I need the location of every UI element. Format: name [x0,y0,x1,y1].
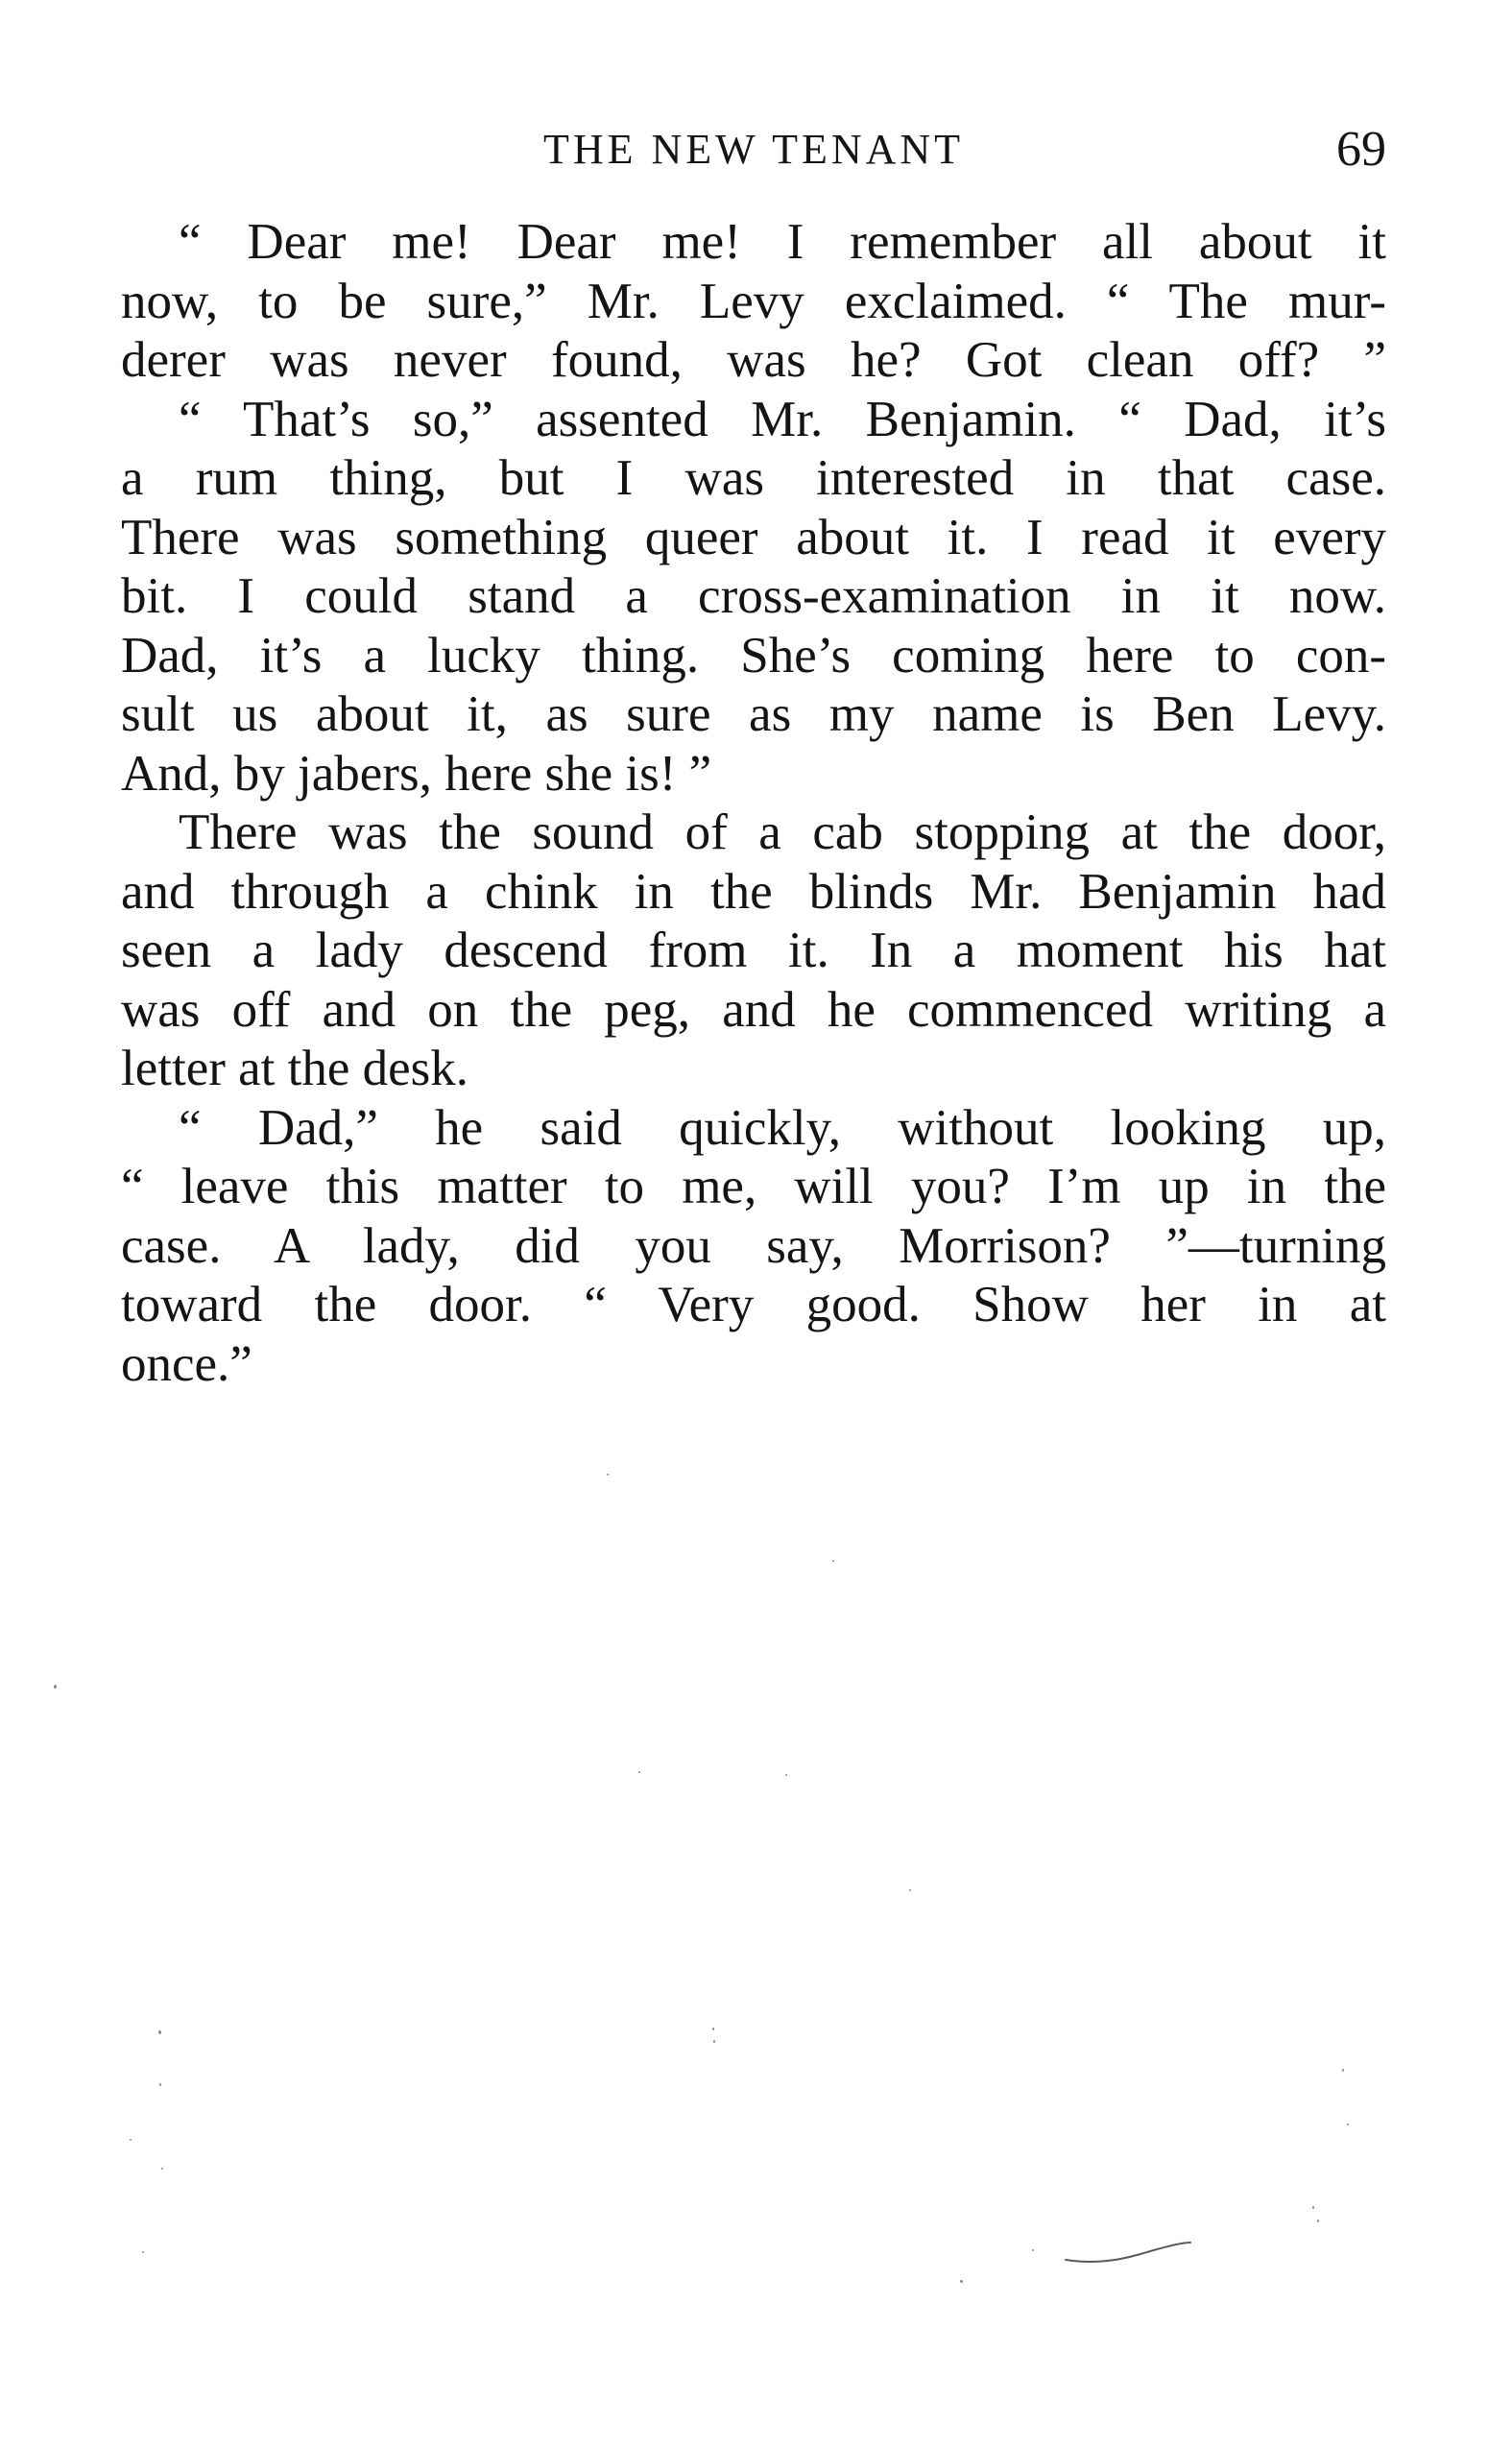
paragraph [121,804,1386,1099]
text-line: “ Dad,” he said quickly, without looking up, [179,1099,1386,1156]
text-line: was off and on the peg, and he commenced writing a [121,981,1386,1038]
text-line: Dad, it’s a lucky thing. She’s coming here to con- [121,627,1386,684]
text-line: “ Dear me! Dear me! I remember all about it [179,214,1386,270]
text-line: And, by jabers, here she is! ” [121,745,712,802]
text-line: and through a chink in the blinds Mr. Benjamin had [121,863,1386,920]
scan-speck [960,2280,963,2283]
scan-speck [142,2251,144,2253]
scan-speck [159,2083,161,2086]
text-line: bit. I could stand a cross-examination in it now. [121,568,1386,624]
text-line: There was the sound of a cab stopping at the door, [179,804,1386,860]
text-line: a rum thing, but I was interested in that case. [121,450,1386,506]
text-line: There was something queer about it. I read it every [121,509,1386,565]
scan-speck [638,1771,640,1773]
scan-speck [909,1889,911,1891]
scan-speck [54,1685,57,1689]
scan-speck [607,1474,609,1475]
running-title: THE NEW TENANT [542,126,965,173]
page-number: 69 [1336,122,1386,177]
scan-speck [1032,2249,1034,2251]
text-line: seen a lady descend from it. In a moment his hat [121,923,1386,978]
text-line: sult us about it, as sure as my name is Ben Levy. [121,686,1386,742]
text-line: now, to be sure,” Mr. Levy exclaimed. “ The mur- [121,273,1386,329]
text-line: “ That’s so,” assented Mr. Benjamin. “ Dad, it’s [179,391,1386,447]
paragraph [121,213,1386,391]
scan-speck [832,1560,834,1562]
text-line: letter at the desk. [121,1041,469,1096]
text-line: “ leave this matter to me, will you? I’m up in the [121,1159,1386,1214]
scan-speck [712,2027,714,2030]
scan-speck [158,2030,161,2034]
scan-speck [785,1774,787,1776]
scan-speck [130,2139,132,2141]
text-line: once.” [121,1335,252,1392]
scan-speck [161,2168,163,2170]
scan-speck [1347,2123,1349,2125]
body-text [121,213,1386,1394]
scan-speck [1317,2219,1319,2222]
scan-speck [1312,2206,1314,2209]
scan-speck [713,2040,715,2043]
ink-smudge [1064,2237,1198,2275]
text-line: toward the door. “ Very good. Show her in at [121,1277,1386,1332]
text-line: derer was never found, was he? Got clean off? ” [121,332,1386,388]
text-line: case. A lady, did you say, Morrison? ”—turning [121,1217,1386,1274]
scan-speck [1342,2069,1344,2072]
paragraph [121,391,1386,804]
paragraph [121,1099,1386,1395]
running-head [121,121,1386,188]
